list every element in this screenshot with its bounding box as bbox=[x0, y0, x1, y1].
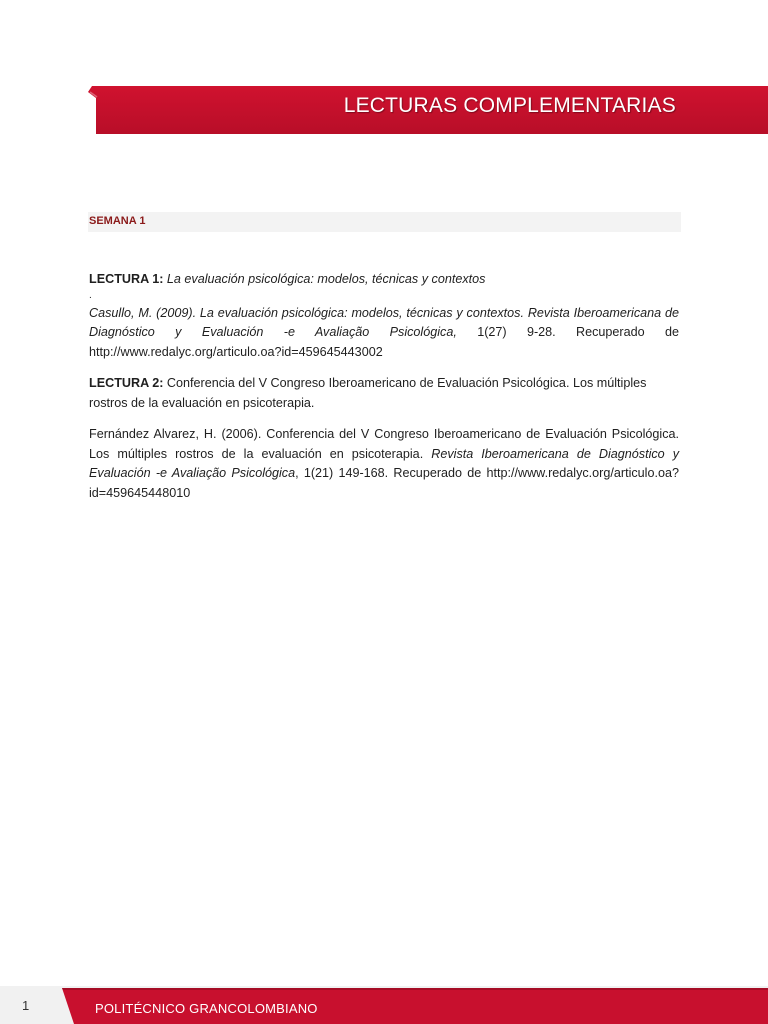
reading-title: Conferencia del V Congreso Iberoamericano de Evaluación Psicológica. Los múltiples rostros de la evaluación en psicoterapia. bbox=[89, 376, 647, 410]
separator-dot: . bbox=[89, 289, 92, 301]
footer-institution: POLITÉCNICO GRANCOLOMBIANO bbox=[95, 1001, 318, 1016]
citation-details: 1(27) 9-28. Recuperado de http://www.redalyc.org/articulo.oa?id=459645443002 bbox=[89, 325, 680, 359]
citation-journal: Revista Iberoamericana de Diagnóstico y Evaluación -e Avaliação Psicológica, bbox=[89, 305, 679, 339]
citation-journal: Revista Iberoamericana de Diagnóstico y Evaluación -e Avaliação Psicológica bbox=[89, 446, 680, 480]
page-title: LECTURAS COMPLEMENTARIAS bbox=[343, 94, 676, 117]
citation-details: , 1(21) 149-168. Recuperado de http://www.redalyc.org/articulo.oa?id=459645448010 bbox=[89, 466, 679, 500]
reading-heading bbox=[89, 270, 679, 290]
reading-citation bbox=[89, 304, 679, 363]
reading-label: LECTURA 1: bbox=[89, 272, 164, 286]
page-number: 1 bbox=[22, 998, 30, 1013]
reading-title: La evaluación psicológica: modelos, técnicas y contextos bbox=[166, 272, 486, 286]
reading-label: LECTURA 2: bbox=[89, 376, 164, 390]
readings-content bbox=[89, 270, 679, 503]
reading-citation bbox=[89, 425, 679, 503]
citation-authors: Fernández Alvarez, H. (2006). Conferencia del V Congreso Iberoamericano de Evaluación Psicológica. Los múltiples rostros de la evaluación en psicoterapia. bbox=[89, 427, 679, 461]
citation-authors: Casullo, M. (2009). La evaluación psicológica: modelos, técnicas y contextos. bbox=[89, 305, 524, 320]
reading-heading bbox=[89, 374, 679, 413]
week-section-bar bbox=[88, 212, 681, 232]
week-label: SEMANA 1 bbox=[89, 215, 146, 227]
